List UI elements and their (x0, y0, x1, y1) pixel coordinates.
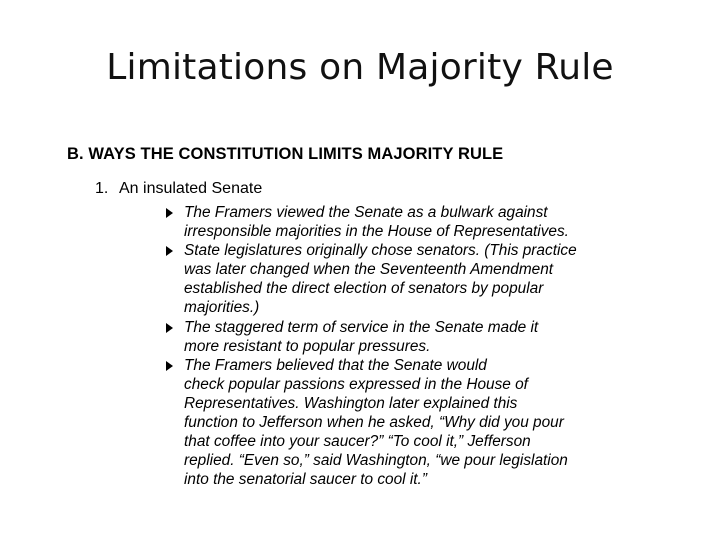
triangle-bullet-icon (166, 208, 173, 218)
bullet-item (164, 241, 704, 317)
bullet-item (164, 203, 704, 241)
bullet-text: State legislatures originally chose senators. (This practice was later changed when the Seventeenth Amendment established the direct election of senators by popular majorities.) (184, 242, 577, 317)
section-heading: B. WAYS THE CONSTITUTION LIMITS MAJORITY RULE (67, 145, 504, 163)
bullet-item (164, 318, 704, 356)
slide-title: Limitations on Majority Rule (106, 47, 614, 88)
bullet-item (164, 356, 704, 490)
triangle-bullet-icon (166, 246, 173, 256)
triangle-bullet-icon (166, 323, 173, 333)
subheading-text: An insulated Senate (119, 180, 263, 197)
bullet-text: The Framers viewed the Senate as a bulwark against irresponsible majorities in the House of Representatives. (184, 204, 569, 241)
bullet-text: The Framers believed that the Senate would check popular passions expressed in the House of Representatives. Washington later explained this function to Jefferson when he asked, “Why did you pour that coffee into your saucer?” “To cool it,” Jefferson replied. “Even so,” said Washington, “we pour legislation into the senatorial saucer to cool it.” (184, 356, 568, 489)
subheading-number: 1. (95, 180, 109, 197)
triangle-bullet-icon (166, 361, 173, 371)
bullet-list (164, 203, 704, 489)
subheading (95, 179, 262, 199)
bullet-text: The staggered term of service in the Senate made it more resistant to popular pressures. (184, 318, 539, 355)
